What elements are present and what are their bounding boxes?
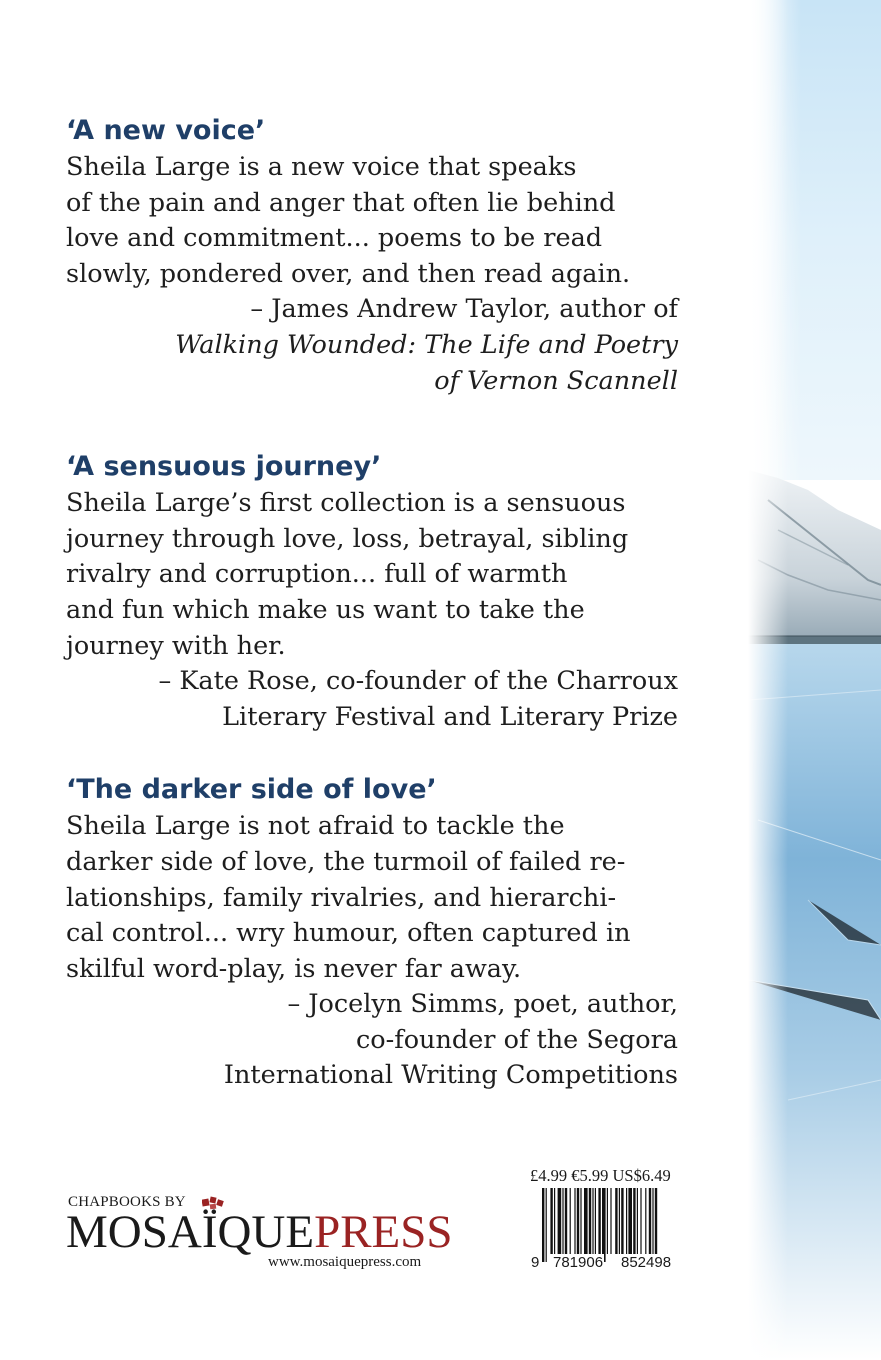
attribution-line: – Jocelyn Simms, poet, author, [287, 989, 678, 1020]
body-line: Sheila Large’s first collection is a sensuous [66, 488, 626, 519]
publisher-url: www.mosaiquepress.com [268, 1254, 422, 1270]
barcode-bar [652, 1188, 653, 1254]
barcode-bar [580, 1188, 581, 1254]
attribution-line: co-founder of the Segora [356, 1024, 678, 1055]
body-line: cal control... wry humour, often captured in [66, 918, 631, 949]
body-line: lationships, family rivalries, and hierarchi- [66, 882, 617, 913]
review-attribution [66, 987, 678, 1094]
attribution-line: of Vernon Scannell [434, 365, 678, 396]
publisher-name-part2: PRESS [314, 1206, 453, 1258]
barcode-bar [649, 1188, 651, 1254]
barcode-bar [640, 1188, 641, 1254]
attribution-line: International Writing Competitions [223, 1060, 678, 1091]
barcode-bar [589, 1188, 591, 1254]
price-text: £4.99 €5.99 US$6.49 [530, 1166, 671, 1185]
barcode-bar [615, 1188, 617, 1254]
review-darker-side [66, 771, 678, 1094]
body-line: and fun which make us want to take the [66, 594, 585, 625]
review-sensuous-journey [66, 448, 678, 735]
barcode-bar [574, 1188, 575, 1254]
barcode-bar [607, 1188, 608, 1254]
barcode-bar [542, 1188, 544, 1262]
body-line: of the pain and anger that often lie behind [66, 187, 616, 218]
barcode-bar [562, 1188, 563, 1254]
barcode-bar [621, 1188, 623, 1254]
publisher-logo [66, 1194, 466, 1274]
body-line: journey through love, loss, betrayal, sibling [66, 523, 629, 554]
barcode-bar [558, 1188, 562, 1254]
body-line: skilful word-play, is never far away. [66, 953, 522, 984]
barcode-bar [602, 1188, 606, 1262]
attribution-line: – Kate Rose, co-founder of the Charroux [158, 666, 678, 697]
barcode-bar [554, 1188, 555, 1254]
review-attribution [66, 292, 678, 399]
attribution-line: Walking Wounded: The Life and Poetry [175, 329, 678, 360]
barcode-bar [577, 1188, 579, 1254]
barcode-bar [628, 1188, 632, 1254]
isbn-right-digits: 852498 [621, 1254, 672, 1271]
body-line: Sheila Large is a new voice that speaks [66, 152, 577, 182]
barcode-bar [645, 1188, 646, 1254]
barcode-bar [626, 1188, 627, 1254]
body-line: Sheila Large is not afraid to tackle the [66, 811, 565, 842]
body-line: journey with her. [66, 630, 286, 661]
attribution-line: – James Andrew Taylor, author of [250, 294, 678, 325]
review-body [66, 486, 678, 664]
isbn-first-digit: 9 [531, 1254, 540, 1271]
publisher-name-part1: MOSAÏQUE [66, 1206, 315, 1258]
barcode-bar [546, 1188, 547, 1262]
body-line: darker side of love, the turmoil of failed re- [66, 846, 626, 877]
barcode-bar [550, 1188, 552, 1254]
publisher-name [66, 1206, 453, 1258]
image-fade [748, 0, 788, 1360]
barcode-bar [655, 1188, 657, 1262]
body-line: slowly, pondered over, and then read again. [66, 258, 631, 289]
barcode-bar [570, 1188, 571, 1254]
isbn-left-digits: 781906 [553, 1254, 604, 1271]
barcode-bar [592, 1188, 593, 1254]
reviews-column [66, 112, 678, 1134]
review-body [66, 150, 678, 292]
barcode-bar [584, 1188, 588, 1254]
barcode-bar [565, 1188, 567, 1254]
attribution-line: Literary Festival and Literary Prize [222, 701, 678, 732]
review-new-voice [66, 112, 678, 399]
barcode-bar [598, 1188, 600, 1262]
barcode-bar [595, 1188, 596, 1254]
review-heading: ‘The darker side of love’ [66, 774, 437, 806]
barcode-bar [619, 1188, 620, 1254]
review-heading: ‘A sensuous journey’ [66, 451, 382, 483]
publisher-prefix: CHAPBOOKS BY [68, 1194, 186, 1210]
cover-photo-strip [748, 0, 881, 1360]
barcode-bar [610, 1188, 611, 1254]
isbn-barcode-block [530, 1166, 698, 1276]
review-attribution [66, 664, 678, 735]
body-line: rivalry and corruption... full of warmth [66, 559, 568, 590]
barcode-bar [633, 1188, 635, 1254]
review-heading: ‘A new voice’ [66, 115, 266, 146]
body-line: love and commitment... poems to be read [66, 223, 603, 254]
barcode-bar [637, 1188, 638, 1254]
review-body [66, 809, 678, 987]
